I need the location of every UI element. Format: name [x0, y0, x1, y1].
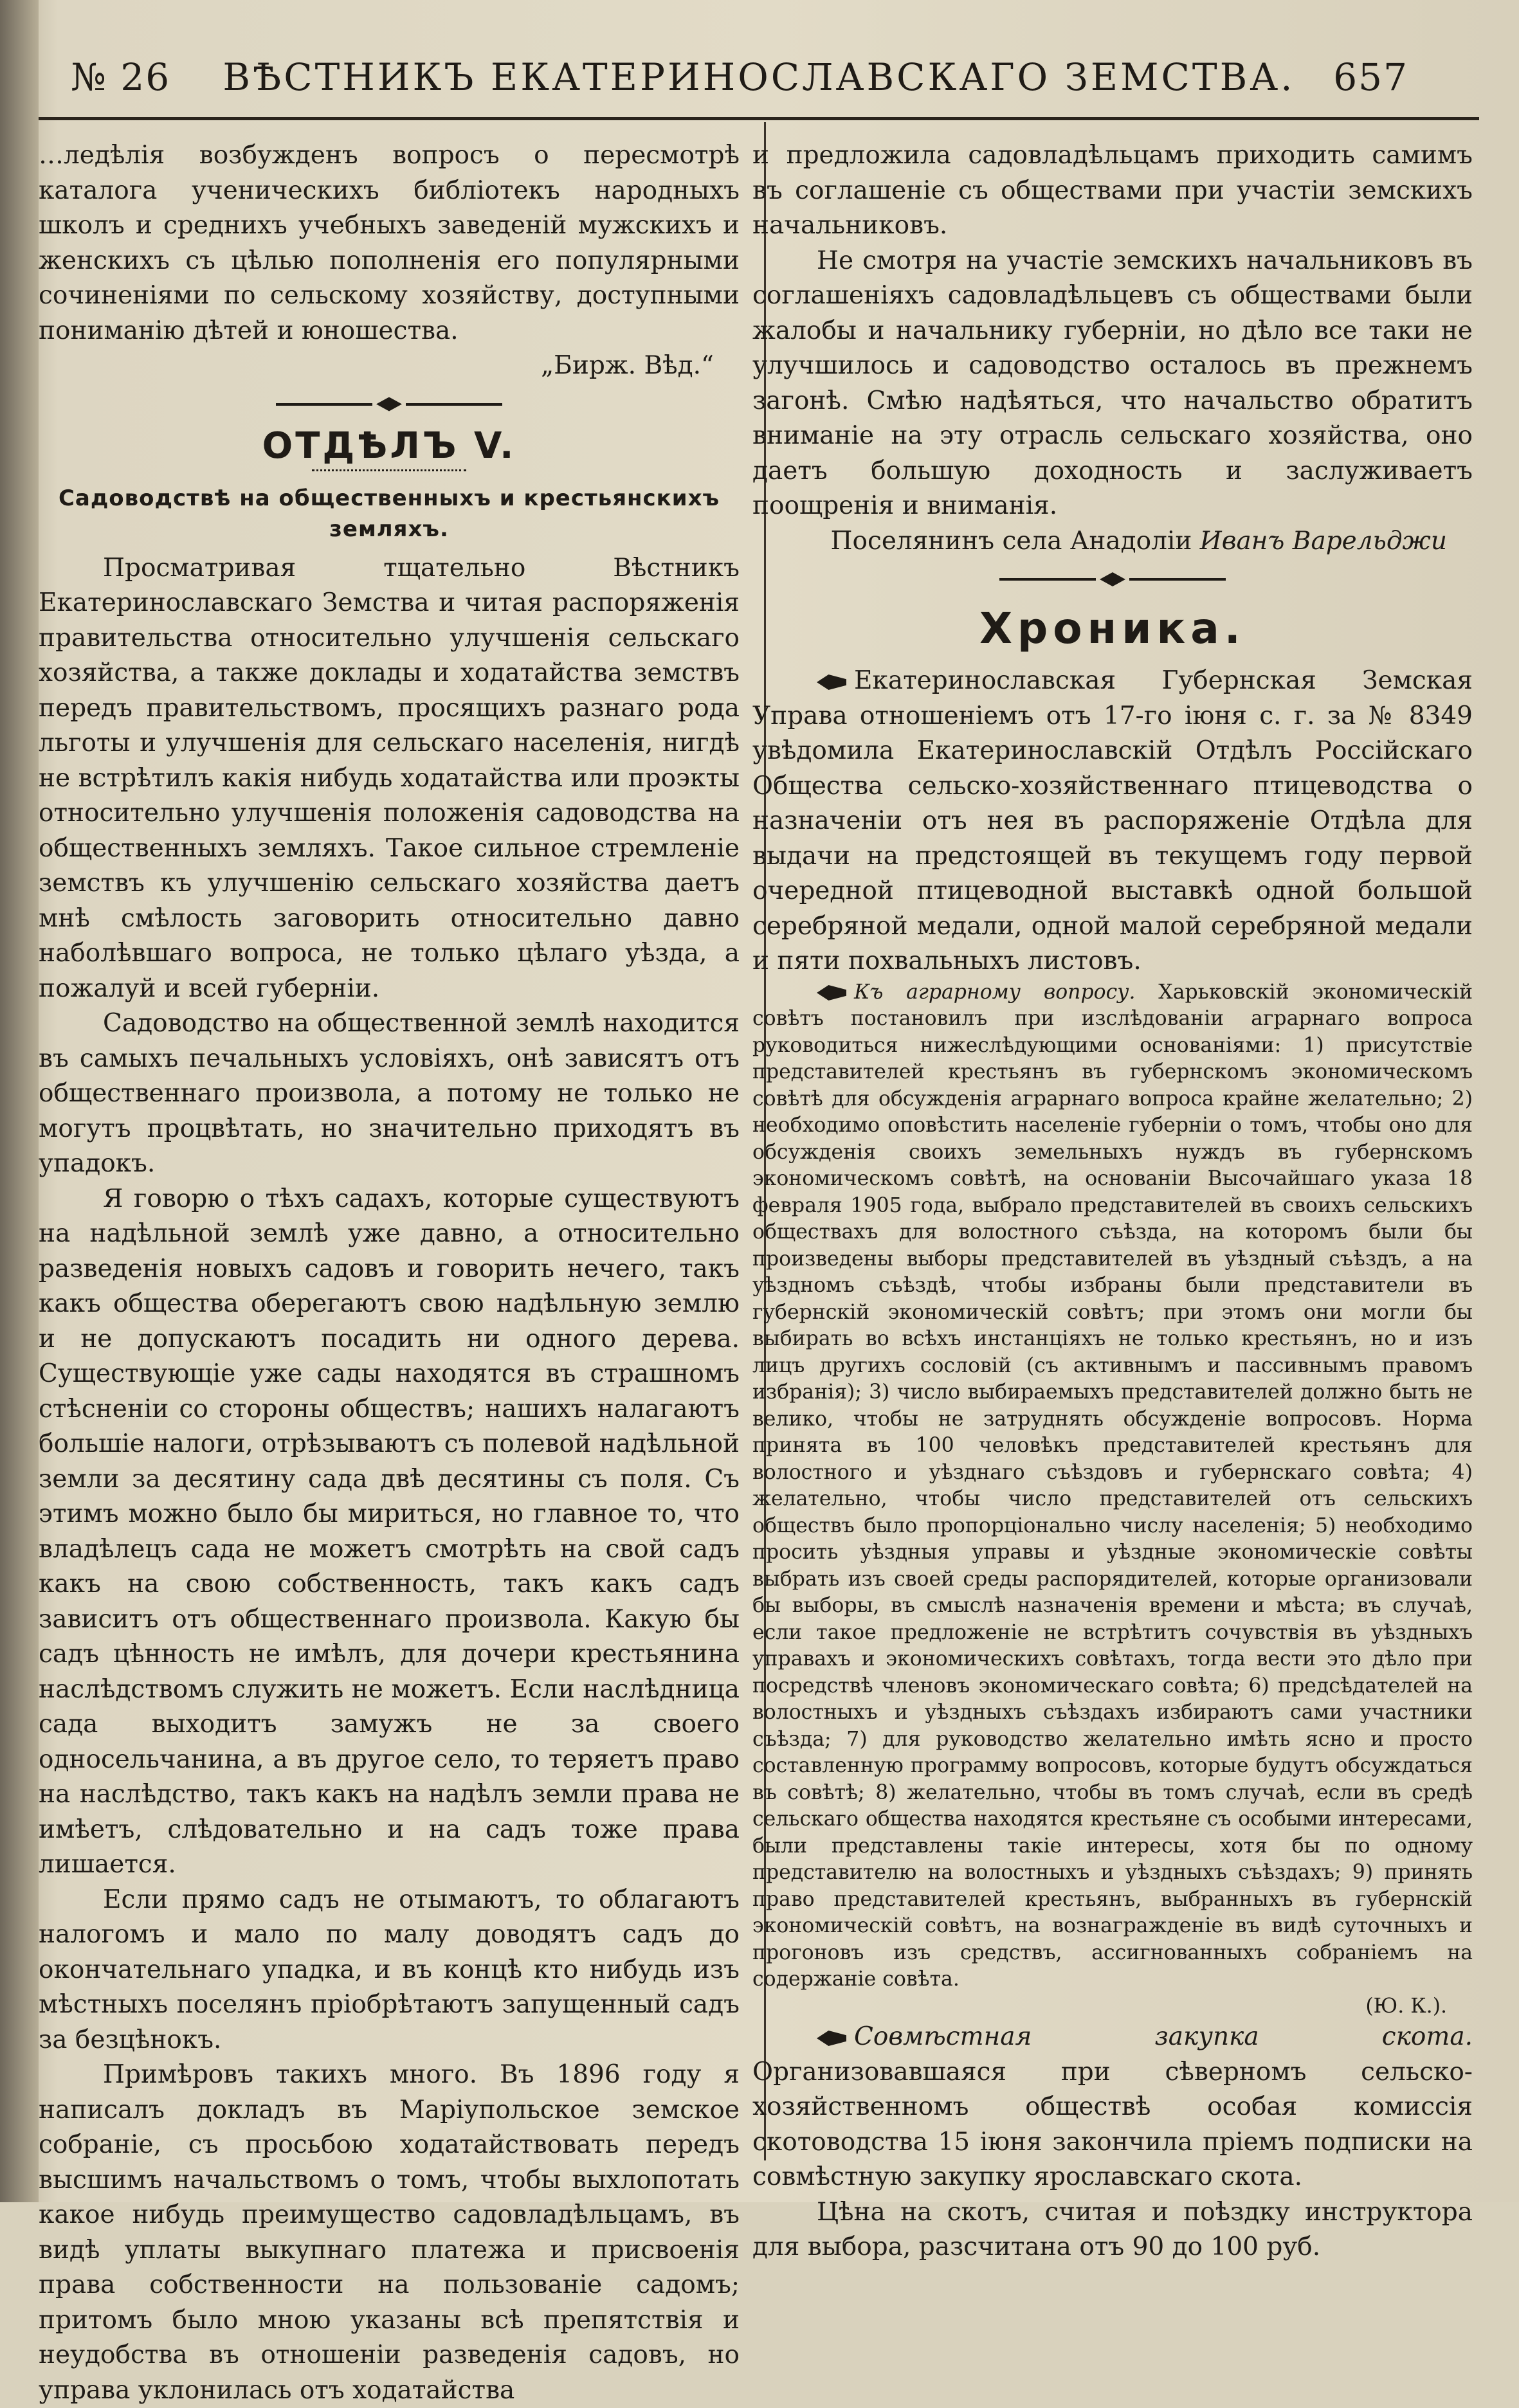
intro-text: …ледѣлія возбужденъ вопросъ о пересмотрѣ каталога ученическихъ библіотекъ народныхъ школъ и среднихъ учебныхъ заведеній мужскихъ и женскихъ съ цѣлью пополненія его популярными сочиненіями по сельскому хозяйству, доступными пониманію дѣтей и юношества.: [39, 141, 740, 345]
signature-prefix: Поселянинъ села Анадоліи: [830, 526, 1192, 556]
issue-number: № 26: [71, 55, 171, 99]
dotted-rule: [312, 469, 466, 471]
paragraph: Не смотря на участіе земскихъ начальниковъ въ соглашеніяхъ садовладѣльцевъ съ обществами были жалобы и начальнику губерніи, но дѣло все таки не улучшилось и садоводство осталось въ прежнемъ загонѣ. Смѣю надѣяться, что начальство обратитъ вниманіе на эту отрасль сельскаго хозяйства, оно даетъ большую доходность и заслуживаетъ поощренія и вниманія.: [752, 246, 1473, 520]
pointing-hand-icon: [817, 674, 846, 690]
paragraph: Если прямо садъ не отымаютъ, то облагаютъ налогомъ и мало по малу доводятъ садъ до окончательнаго упадка, и въ концѣ кто нибудь изъ мѣстныхъ поселянъ пріобрѣтаютъ запущенный садъ за безцѣнокъ.: [39, 1885, 740, 2054]
paragraph: Примѣровъ такихъ много. Въ 1896 году я написалъ докладъ въ Маріупольское земское собраніе, съ просьбою ходатайствовать передъ высшимъ начальствомъ о томъ, чтобы выхлопотать какое нибудь преимущество садовладѣльцамъ, въ видѣ уплаты выкупнаго платежа и присвоенія права собственности на пользованіе садомъ; притомъ было мною указаны всѣ препятствія и неудобства въ отношеніи разведенія садовъ, но управа уклонилась отъ ходатайства: [39, 2060, 740, 2405]
pointing-hand-icon: [817, 2031, 846, 2046]
item-text: Организовавшаяся при сѣверномъ сельско-хозяйственномъ обществѣ особая комиссія скотоводства 15 іюня закончила пріемъ подписки на совмѣстную закупку ярославскаго скота.: [752, 2057, 1473, 2191]
page-number: 657: [1333, 55, 1408, 99]
book-spine: [0, 0, 39, 2202]
pointing-hand-icon: [817, 985, 846, 1000]
left-column: [39, 138, 740, 2408]
right-column: [752, 138, 1473, 2265]
signature-name: Иванъ Варельджи: [1199, 526, 1447, 556]
chronicle-title: Хроника.: [979, 604, 1246, 653]
article-title: Садоводствѣ на общественныхъ и крестьянскихъ земляхъ.: [58, 485, 720, 542]
intro-source: „Бирж. Вѣд.“: [540, 351, 714, 380]
item-text: Харьковскій экономическій совѣтъ постановилъ при изслѣдованіи аграрнаго вопроса руководиться нижеслѣдующими основаніями: 1) присутствіе представителей крестьянъ въ губернскомъ экономическомъ совѣтѣ для обсужденія аграрнаго вопроса крайне желательно; 2) необходимо оповѣстить населеніе губерніи о томъ, чтобы оно для обсужденія своихъ земельныхъ нуждъ въ губернскомъ экономическомъ совѣтѣ, на основаніи Высочайшаго указа 18 февраля 1905 года, выбрало представителей въ своихъ сельскихъ обществахъ для волостного съѣзда, на которомъ были бы произведены выборы представителей въ уѣздный съѣздъ, а на уѣздномъ съѣздѣ, чтобы избраны были представители въ губернскій экономическій совѣтъ; при этомъ они могли бы выбирать во всѣхъ инстанціяхъ не только крестьянъ, но и изъ лицъ другихъ сословій (съ активнымъ и пассивнымъ правомъ избранія); 3) число выбираемыхъ представителей должно быть не велико, чтобы не затруднять обсужденіе вопросовъ. Норма принята въ 100 человѣкъ представителей крестьянъ для волостного и уѣзднаго съѣздовъ и губернскаго совѣта; 4) желательно, чтобы число представителей отъ сельскихъ обществъ было пропорціонально числу населенія; 5) необходимо просить уѣздныя управы и уѣздные экономическіе совѣты выбрать изъ своей среды распорядителей, которые организовали бы выборы, въ смыслѣ назначенія времени и мѣста; въ случаѣ, если такое предложеніе не встрѣтитъ сочувствія въ уѣздныхъ управахъ и экономическихъ совѣтахъ, тогда вести это дѣло при посредствѣ членовъ экономическаго совѣта; 6) предсѣдателей на волостныхъ и уѣздныхъ съѣздахъ избираютъ сами участники съѣзда; 7) для руководство желательно имѣть ясно и просто составленную программу вопросовъ, которые будутъ обсуждаться въ совѣтѣ; 8) желательно, чтобы въ томъ случаѣ, если въ средѣ сельскаго общества находятся крестьяне съ особыми интересами, были представлены такіе интересы, хотя бы по одному представителю на волостныхъ и уѣздныхъ съѣздахъ; 9) принять право представителей крестьянъ, выбранныхъ въ губернскій экономическій совѣтъ, на вознагражденіе въ видѣ суточныхъ и прогоновъ изъ средствъ, ассигнованныхъ собраніемъ на содержаніе совѣта.: [752, 980, 1473, 1991]
section-title: ОТДѢЛЪ V.: [262, 424, 516, 467]
continuation-text: и предложила садовладѣльцамъ приходить самимъ въ соглашеніе съ обществами при участіи земскихъ начальниковъ.: [752, 141, 1473, 240]
header-rule: [39, 117, 1479, 120]
item-lead: Совмѣстная закупка скота.: [854, 2022, 1473, 2051]
ornament-divider: [752, 566, 1473, 592]
signature: [752, 524, 1473, 559]
paragraph: Цѣна на скотъ, считая и поѣздку инструктора для выбора, разсчитана отъ 90 до 100 руб.: [752, 2197, 1473, 2261]
chronicle-item: [752, 979, 1473, 1993]
chronicle-item: [752, 2020, 1473, 2195]
item-signature: (Ю. К.).: [1365, 1994, 1447, 2018]
item-lead: Къ аграрному вопросу.: [854, 980, 1136, 1004]
ornament-divider: [39, 392, 740, 417]
journal-title: ВѢСТНИКЪ ЕКАТЕРИНОСЛАВСКАГО ЗЕМСТВА.: [223, 55, 1295, 99]
paragraph: Я говорю о тѣхъ садахъ, которые существуютъ на надѣльной землѣ уже давно, а относительно разведенія новыхъ садовъ и говорить нечего, такъ какъ общества оберегаютъ свою надѣльную землю и не допускаютъ посадить ни одного дерева. Существующіе уже сады находятся въ страшномъ стѣсненіи со стороны обществъ; нашихъ налагаютъ большіе налоги, отрѣзываютъ съ полевой надѣльной земли за десятину сада двѣ десятины съ поля. Съ этимъ можно было бы мириться, но главное то, что владѣлецъ сада не можетъ смотрѣть на свой садъ какъ на свою собственность, такъ какъ садъ зависитъ отъ общественнаго произвола. Какую бы садъ цѣнность не имѣлъ, для дочери крестьянина наслѣдствомъ служить не можетъ. Если наслѣдница сада выходитъ замужъ не за своего односельчанина, а въ другое село, то теряетъ право на наслѣдство, такъ какъ на надѣлъ земли права не имѣетъ, слѣдовательно и на садъ тоже права лишается.: [39, 1184, 740, 1879]
paragraph: Просматривая тщательно Вѣстникъ Екатеринославскаго Земства и читая распоряженія правительства относительно улучшенія сельскаго хозяйства, а также доклады и ходатайства земствъ передъ правительствомъ, просящихъ разнаго рода льготы и улучшенія для сельскаго населенія, нигдѣ не встрѣтилъ какія нибудь ходатайства или проэкты относительно улучшенія положенія садоводства на общественныхъ земляхъ. Такое сильное стремленіе земствъ къ улучшенію сельскаго хозяйства даетъ мнѣ смѣлость заговорить относительно давно наболѣвшаго вопроса, не только цѣлаго уѣзда, а пожалуй и всей губерніи.: [39, 553, 740, 1003]
page-header: [71, 45, 1408, 109]
paragraph: Садоводство на общественной землѣ находится въ самыхъ печальныхъ условіяхъ, онѣ зависятъ отъ общественнаго произвола, а потому не только не могутъ процвѣтать, но значительно приходятъ въ упадокъ.: [39, 1009, 740, 1178]
chronicle-item: Екатеринославская Губернская Земская Управа отношеніемъ отъ 17-го іюня с. г. за № 8349 увѣдомила Екатеринославскій Отдѣлъ Россійскаго Общества сельско-хозяйственнаго птицеводства о назначеніи отъ нея въ распоряженіе Отдѣла для выдачи на предстоящей въ текущемъ году первой очередной птицеводной выставкѣ одной большой серебряной медали, одной малой серебряной медали и пяти похвальныхъ листовъ.: [752, 666, 1473, 975]
